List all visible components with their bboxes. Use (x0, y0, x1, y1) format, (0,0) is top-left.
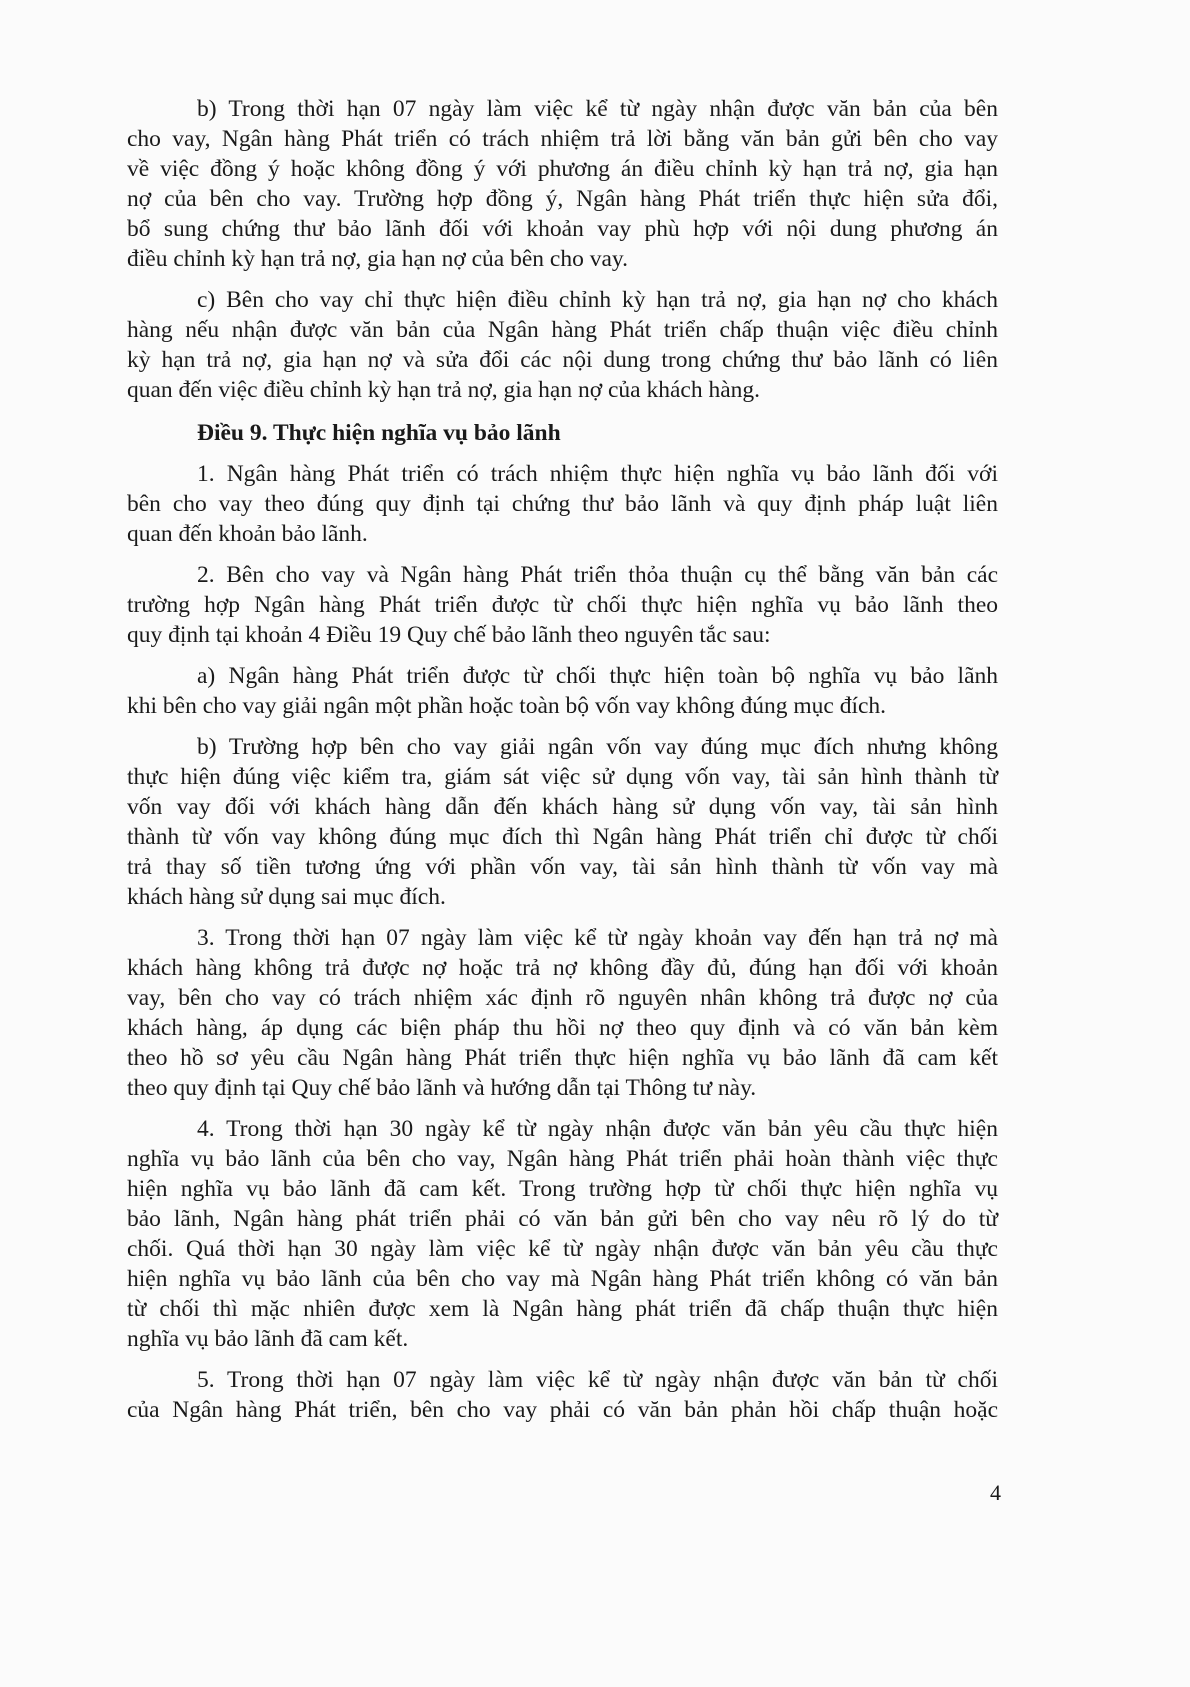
text-line: khách hàng không trả được nợ hoặc trả nợ không đầy đủ, đúng hạn đối với khoản (127, 955, 998, 981)
text-line: hàng nếu nhận được văn bản của Ngân hàng Phát triển chấp thuận việc điều chỉnh (127, 317, 998, 343)
text-line: của Ngân hàng Phát triển, bên cho vay phải có văn bản phản hồi chấp thuận hoặc (127, 1397, 998, 1423)
text-line: quan đến việc điều chỉnh kỳ hạn trả nợ, gia hạn nợ của khách hàng. (127, 377, 761, 403)
text-line: về việc đồng ý hoặc không đồng ý với phương án điều chỉnh kỳ hạn trả nợ, gia hạn (127, 156, 998, 182)
text-line: cho vay, Ngân hàng Phát triển có trách nhiệm trả lời bằng văn bản gửi bên cho vay (127, 126, 998, 152)
text-line: bảo lãnh, Ngân hàng phát triển phải có văn bản gửi bên cho vay nêu rõ lý do từ (127, 1206, 998, 1232)
text-line: thực hiện đúng việc kiểm tra, giám sát việc sử dụng vốn vay, tài sản hình thành từ (127, 764, 998, 790)
text-line: nghĩa vụ bảo lãnh của bên cho vay, Ngân hàng Phát triển phải hoàn thành việc thực (127, 1146, 998, 1172)
paragraph (127, 94, 998, 274)
text-line: nợ của bên cho vay. Trường hợp đồng ý, Ngân hàng Phát triển thực hiện sửa đổi, (127, 186, 998, 212)
text-line: bên cho vay theo đúng quy định tại chứng thư bảo lãnh và quy định pháp luật liên (127, 491, 998, 517)
text-line: a) Ngân hàng Phát triển được từ chối thực hiện toàn bộ nghĩa vụ bảo lãnh (197, 663, 998, 689)
paragraph (127, 732, 998, 912)
text-line: hiện nghĩa vụ bảo lãnh của bên cho vay mà Ngân hàng Phát triển không có văn bản (127, 1266, 998, 1292)
text-line: 3. Trong thời hạn 07 ngày làm việc kể từ ngày khoản vay đến hạn trả nợ mà (197, 925, 998, 951)
text-line: theo quy định tại Quy chế bảo lãnh và hướng dẫn tại Thông tư này. (127, 1075, 757, 1101)
text-line: từ chối thì mặc nhiên được xem là Ngân hàng phát triển đã chấp thuận thực hiện (127, 1296, 998, 1322)
paragraph (127, 285, 998, 405)
text-line: Điều 9. Thực hiện nghĩa vụ bảo lãnh (197, 420, 561, 446)
section-heading (127, 418, 998, 448)
text-line: thành từ vốn vay không đúng mục đích thì Ngân hàng Phát triển chỉ được từ chối (127, 824, 998, 850)
text-line: theo hồ sơ yêu cầu Ngân hàng Phát triển thực hiện nghĩa vụ bảo lãnh đã cam kết (127, 1045, 998, 1071)
text-line: b) Trường hợp bên cho vay giải ngân vốn vay đúng mục đích nhưng không (197, 734, 998, 760)
text-line: vốn vay đối với khách hàng dẫn đến khách hàng sử dụng vốn vay, tài sản hình (127, 794, 998, 820)
text-line: 5. Trong thời hạn 07 ngày làm việc kể từ ngày nhận được văn bản từ chối (197, 1367, 998, 1393)
text-line: vay, bên cho vay có trách nhiệm xác định rõ nguyên nhân không trả được nợ của (127, 985, 998, 1011)
paragraph (127, 560, 998, 650)
text-line: quy định tại khoản 4 Điều 19 Quy chế bảo lãnh theo nguyên tắc sau: (127, 622, 771, 648)
text-line: trả thay số tiền tương ứng với phần vốn vay, tài sản hình thành từ vốn vay mà (127, 854, 998, 880)
paragraph (127, 1365, 998, 1425)
text-line: nghĩa vụ bảo lãnh đã cam kết. (127, 1326, 409, 1352)
text-line: khách hàng, áp dụng các biện pháp thu hồi nợ theo quy định và có văn bản kèm (127, 1015, 998, 1041)
text-line: khi bên cho vay giải ngân một phần hoặc toàn bộ vốn vay không đúng mục đích. (127, 693, 887, 719)
text-line: kỳ hạn trả nợ, gia hạn nợ và sửa đổi các nội dung trong chứng thư bảo lãnh có liên (127, 347, 998, 373)
text-line: 1. Ngân hàng Phát triển có trách nhiệm thực hiện nghĩa vụ bảo lãnh đối với (197, 461, 998, 487)
paragraph (127, 923, 998, 1103)
text-line: hiện nghĩa vụ bảo lãnh đã cam kết. Trong trường hợp từ chối thực hiện nghĩa vụ (127, 1176, 998, 1202)
text-line: quan đến khoản bảo lãnh. (127, 521, 368, 547)
document-body (127, 94, 998, 1425)
text-line: bổ sung chứng thư bảo lãnh đối với khoản vay phù hợp với nội dung phương án (127, 216, 998, 242)
text-line: b) Trong thời hạn 07 ngày làm việc kể từ ngày nhận được văn bản của bên (197, 96, 998, 122)
text-line: 4. Trong thời hạn 30 ngày kể từ ngày nhận được văn bản yêu cầu thực hiện (197, 1116, 998, 1142)
paragraph (127, 459, 998, 549)
text-line: điều chỉnh kỳ hạn trả nợ, gia hạn nợ của bên cho vay. (127, 246, 629, 272)
paragraph (127, 1114, 998, 1354)
text-line: trường hợp Ngân hàng Phát triển được từ chối thực hiện nghĩa vụ bảo lãnh theo (127, 592, 998, 618)
text-line: chối. Quá thời hạn 30 ngày làm việc kể từ ngày nhận được văn bản yêu cầu thực (127, 1236, 998, 1262)
text-line: c) Bên cho vay chỉ thực hiện điều chỉnh kỳ hạn trả nợ, gia hạn nợ cho khách (197, 287, 998, 313)
text-line: khách hàng sử dụng sai mục đích. (127, 884, 446, 910)
text-line: 2. Bên cho vay và Ngân hàng Phát triển thỏa thuận cụ thể bằng văn bản các (197, 562, 998, 588)
paragraph (127, 661, 998, 721)
page-number: 4 (990, 1480, 1001, 1505)
